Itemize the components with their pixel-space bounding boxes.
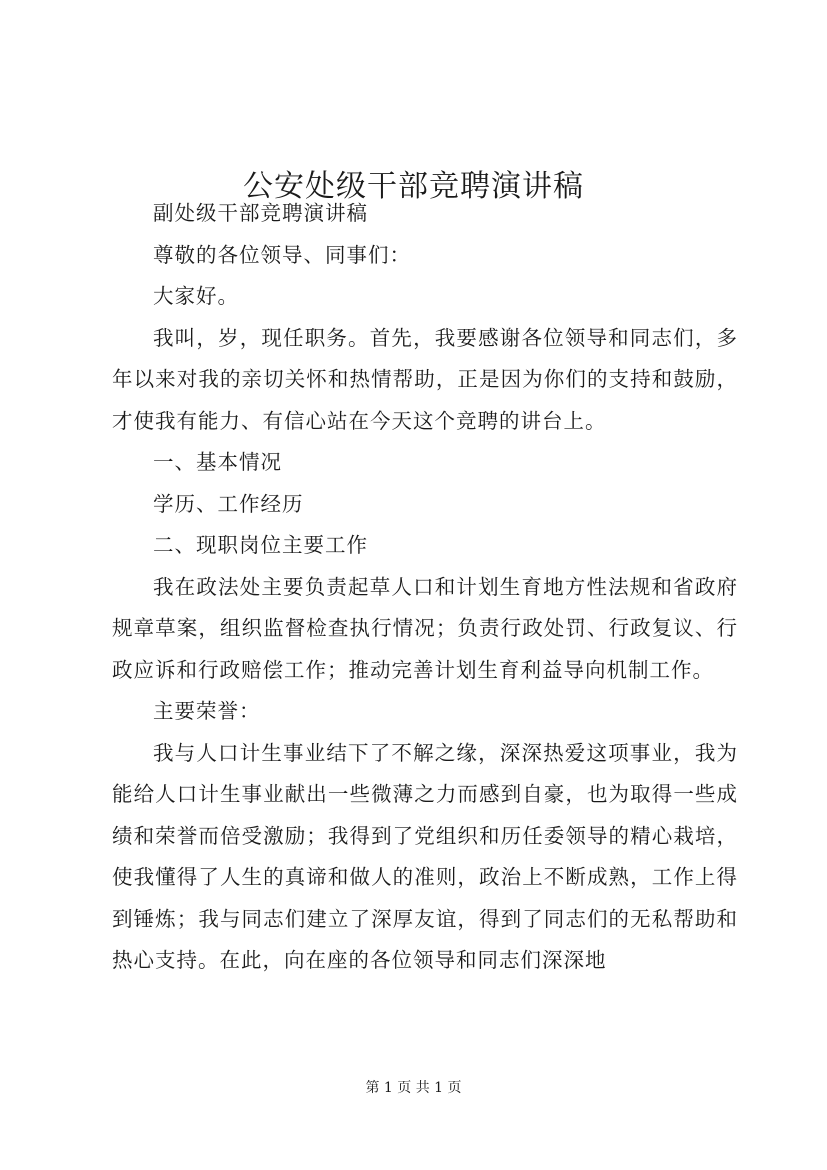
paragraph: 一、基本情况 [153, 450, 282, 474]
paragraph: 我在政法处主要负责起草人口和计划生育地方性法规和省政府规章草案，组织监督检查执行情况；负责行政处罚、行政复议、行政应诉和行政赔偿工作；推动完善计划生育利益导向机制工作。 [112, 574, 738, 682]
page-footer: 第 1 页 共 1 页 [365, 1080, 462, 1096]
paragraph: 二、现职岗位主要工作 [153, 533, 368, 557]
paragraph: 尊敬的各位领导、同事们： [153, 242, 411, 267]
paragraph: 大家好。 [153, 284, 239, 308]
paragraph: 我叫，岁，现任职务。首先，我要感谢各位领导和同志们，多年以来对我的亲切关怀和热情帮助，正是因为你们的支持和鼓励，才使我有能力、有信心站在今天这个竞聘的讲台上。 [112, 325, 738, 433]
document-title: 公安处级干部竞聘演讲稿 [243, 169, 584, 205]
paragraph: 主要荣誉： [153, 699, 261, 723]
paragraph: 我与人口计生事业结下了不解之缘，深深热爱这项事业，我为能给人口计生事业献出一些微薄之力而感到自豪，也为取得一些成绩和荣誉而倍受激励；我得到了党组织和历任委领导的精心栽培，使我懂得了人生的真谛和做人的准则，政治上不断成熟，工作上得到锤炼；我与同志们建立了深厚友谊，得到了同志们的无私帮助和热心支持。在此，向在座的各位领导和同志们深深地 [112, 740, 738, 972]
paragraph: 学历、工作经历 [153, 491, 304, 516]
paragraph: 副处级干部竞聘演讲稿 [153, 201, 368, 225]
document-body [112, 193, 738, 982]
